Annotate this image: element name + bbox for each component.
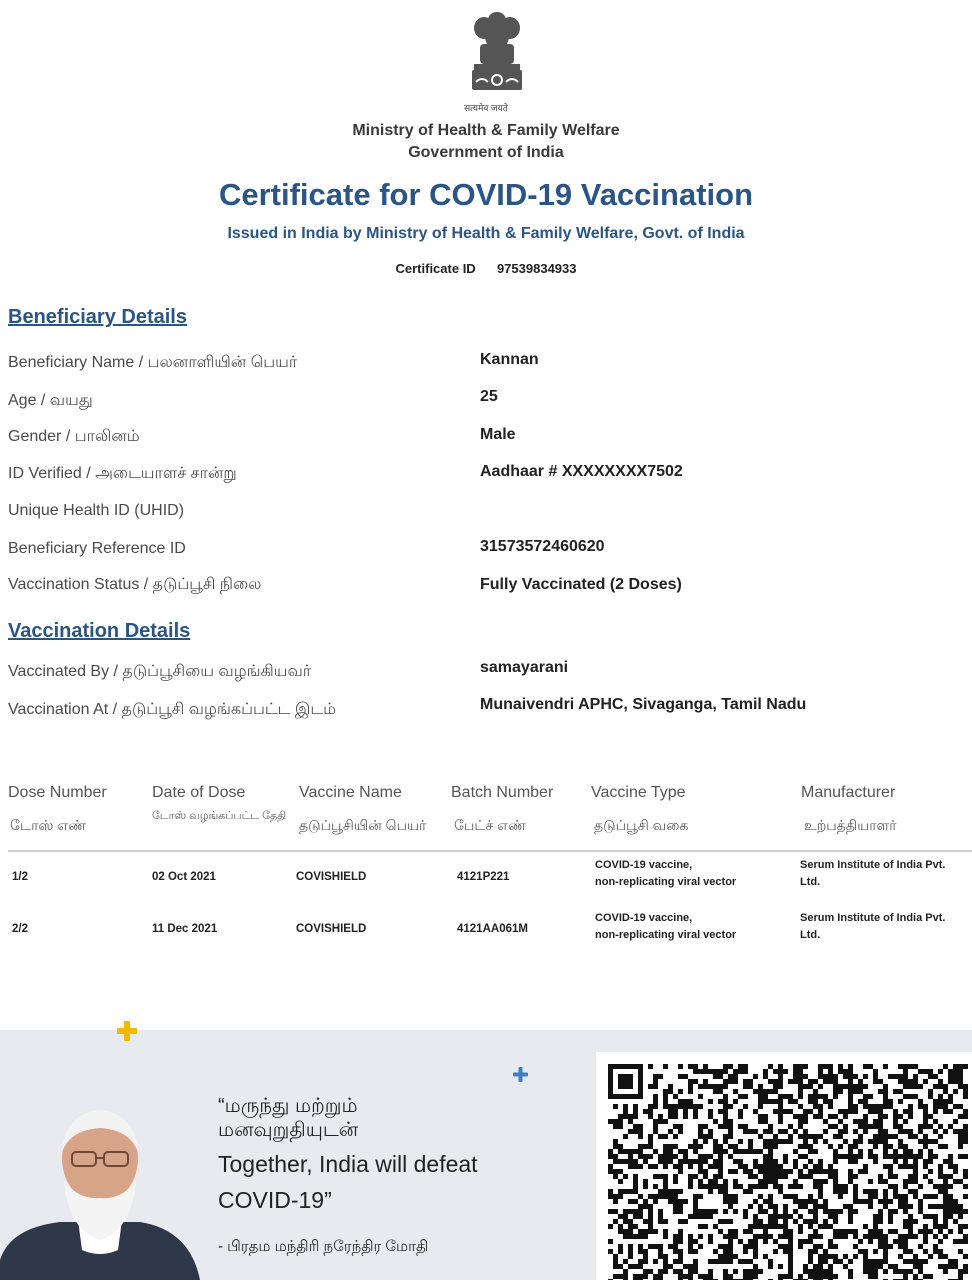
page-title: Certificate for COVID-19 Vaccination: [218, 177, 754, 212]
government-name: Government of India: [408, 144, 564, 161]
col-header-date-of-dose: Date of Dose: [152, 784, 246, 801]
batch-number-cell: 4121P221: [457, 871, 510, 883]
quote-english-line2: COVID-19”: [218, 1187, 332, 1213]
col-header-vaccine-type-ta: தடுப்பூசி வகை: [594, 817, 689, 833]
quote-signature: - பிரதம மந்திரி நரேந்திர மோதி: [218, 1238, 429, 1255]
id-verified-label: ID Verified / அடையாளச் சான்று: [8, 465, 237, 482]
manufacturer-cell-line2: Ltd.: [800, 929, 821, 941]
col-header-batch-number-ta: பேட்ச் எண்: [454, 817, 526, 833]
manufacturer-cell-line2: Ltd.: [800, 876, 821, 888]
gender-value: Male: [480, 426, 516, 443]
beneficiary-name-label: Beneficiary Name / பலனாளியின் பெயர்: [8, 354, 298, 371]
reference-id-label: Beneficiary Reference ID: [8, 540, 186, 557]
quote-tamil-line2: மனவுறுதியுடன்: [218, 1119, 359, 1141]
plus-decoration-icon: [512, 1066, 529, 1083]
col-header-manufacturer-ta: உற்பத்தியாளர்: [804, 817, 897, 833]
manufacturer-cell-line1: Serum Institute of India Pvt.: [800, 912, 946, 924]
date-cell: 02 Oct 2021: [152, 871, 216, 883]
age-label: Age / வயது: [8, 392, 93, 409]
col-header-vaccine-name-ta: தடுப்பூசியின் பெயர்: [299, 817, 427, 833]
col-header-dose-number: Dose Number: [8, 784, 107, 801]
state-emblem-icon: [462, 8, 532, 114]
vaccination-section-title: Vaccination Details: [8, 620, 191, 642]
vaccination-status-value: Fully Vaccinated (2 Doses): [480, 576, 682, 593]
age-value: 25: [480, 388, 498, 405]
qr-code-icon: [596, 1052, 972, 1280]
dose-number-cell: 1/2: [12, 871, 28, 883]
beneficiary-name-value: Kannan: [480, 351, 539, 368]
vaccine-name-cell: COVISHIELD: [296, 923, 367, 935]
beneficiary-section-title: Beneficiary Details: [8, 306, 187, 328]
col-header-date-of-dose-ta: டோஸ் வழங்கப்பட்ட தேதி: [152, 810, 287, 822]
id-verified-value: Aadhaar # XXXXXXXX7502: [480, 463, 683, 480]
vaccine-type-cell-line1: COVID-19 vaccine,: [595, 859, 693, 871]
vaccine-type-cell-line2: non-replicating viral vector: [595, 876, 737, 888]
ministry-name: Ministry of Health & Family Welfare: [352, 122, 620, 139]
col-header-vaccine-type: Vaccine Type: [591, 784, 686, 801]
vaccinated-by-label: Vaccinated By / தடுப்பூசியை வழங்கியவர்: [8, 663, 312, 680]
quote-english-line1: Together, India will defeat: [218, 1151, 478, 1177]
portrait-image: [0, 1100, 200, 1280]
qr-code: [596, 1052, 972, 1280]
col-header-batch-number: Batch Number: [451, 784, 554, 801]
emblem-motto: सत्यमेव जयते: [464, 103, 508, 113]
vaccinated-by-value: samayarani: [480, 659, 569, 676]
gender-label: Gender / பாலினம்: [8, 428, 140, 445]
vaccine-name-cell: COVISHIELD: [296, 871, 367, 883]
certificate-id-value: 97539834933: [496, 261, 577, 276]
vaccine-type-cell-line1: COVID-19 vaccine,: [595, 912, 693, 924]
manufacturer-cell-line1: Serum Institute of India Pvt.: [800, 859, 946, 871]
page-subtitle: Issued in India by Ministry of Health & Family Welfare, Govt. of India: [227, 225, 745, 242]
dose-number-cell: 2/2: [12, 923, 28, 935]
reference-id-value: 31573572460620: [480, 538, 605, 555]
certificate-id: [0, 261, 972, 276]
quote-tamil-line1: “மருந்து மற்றும்: [218, 1095, 358, 1117]
vaccination-status-label: Vaccination Status / தடுப்பூசி நிலை: [8, 576, 262, 593]
plus-decoration-icon: [116, 1020, 138, 1042]
vaccination-at-value: Munaivendri APHC, Sivaganga, Tamil Nadu: [480, 696, 807, 713]
date-cell: 11 Dec 2021: [152, 923, 218, 935]
uhid-label: Unique Health ID (UHID): [8, 502, 185, 519]
vaccine-type-cell-line2: non-replicating viral vector: [595, 929, 737, 941]
vaccination-at-label: Vaccination At / தடுப்பூசி வழங்கப்பட்ட இடம்: [8, 701, 336, 718]
certificate-id-label: Certificate ID: [395, 261, 476, 276]
col-header-vaccine-name: Vaccine Name: [299, 784, 402, 801]
col-header-manufacturer: Manufacturer: [801, 784, 896, 801]
col-header-dose-number-ta: டோஸ் எண்: [10, 817, 87, 833]
table-header-divider: [8, 850, 972, 852]
batch-number-cell: 4121AA061M: [457, 923, 528, 935]
